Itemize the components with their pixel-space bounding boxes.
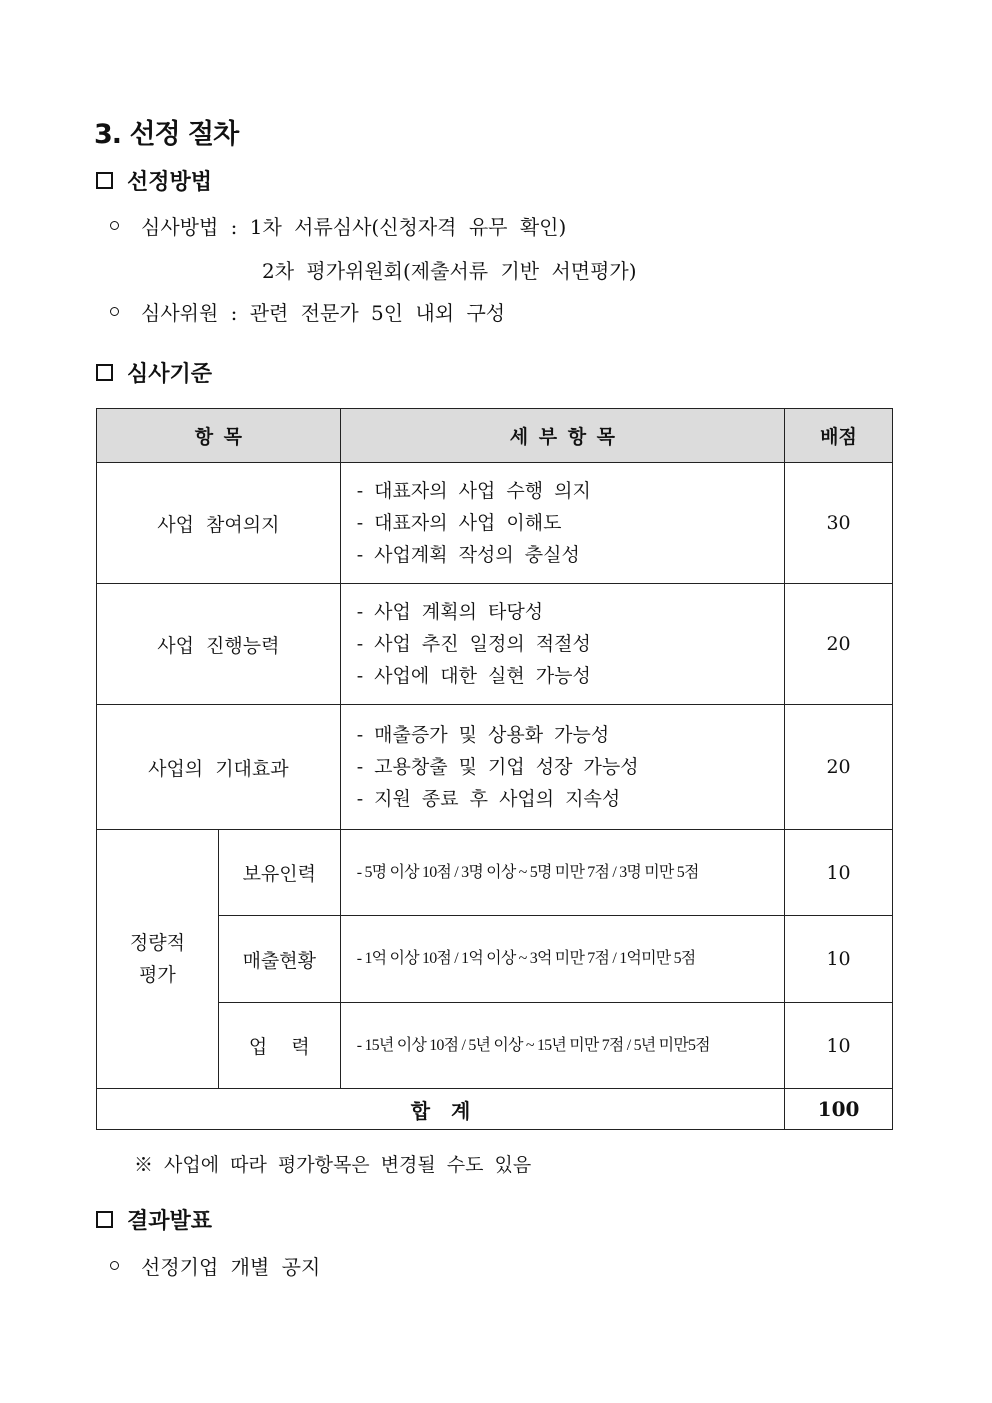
detail-line: - 사업 계획의 타당성 <box>356 601 544 623</box>
quant-item: 보유인력 <box>218 830 340 916</box>
criteria-title: 심사기준 <box>127 361 213 387</box>
circle-bullet-icon <box>110 221 119 230</box>
row-details <box>340 463 784 584</box>
checkbox-square-icon <box>96 1211 113 1228</box>
review-method-second-line: 2차 평가위원회(제출서류 기반 서면평가) <box>262 259 637 283</box>
reviewers-item <box>110 297 505 326</box>
table-header-row <box>97 409 893 463</box>
header-detail: 세 부 항 목 <box>340 409 784 463</box>
table-row <box>97 705 893 830</box>
header-item: 항 목 <box>97 409 341 463</box>
results-heading <box>96 1204 212 1235</box>
total-score: 100 <box>785 1089 893 1130</box>
detail-line: - 대표자의 사업 이해도 <box>356 512 562 534</box>
quant-score: 10 <box>785 1003 893 1089</box>
circle-bullet-icon <box>110 307 119 316</box>
quant-score: 10 <box>785 830 893 916</box>
detail-line: - 사업에 대한 실현 가능성 <box>356 665 591 687</box>
quant-group-label-1: 정량적 <box>129 932 185 954</box>
checkbox-square-icon <box>96 172 113 189</box>
quant-score: 10 <box>785 916 893 1003</box>
results-title: 결과발표 <box>127 1208 213 1234</box>
detail-line: - 사업계획 작성의 충실성 <box>356 544 580 566</box>
quant-detail: - 5명 이상 10점 / 3명 이상 ~ 5명 미만 7점 / 3명 미만 5점 <box>340 830 784 916</box>
quant-group-label-2: 평가 <box>139 964 176 986</box>
total-row <box>97 1089 893 1130</box>
quant-detail: - 15년 이상 10점 / 5년 이상 ~ 15년 미만 7점 / 5년 미만5점 <box>340 1003 784 1089</box>
selection-method-heading <box>96 165 212 196</box>
section-title: 3. 선정 절차 <box>94 119 239 150</box>
quant-detail: - 1억 이상 10점 / 1억 이상 ~ 3억 미만 7점 / 1억미만 5점 <box>340 916 784 1003</box>
row-score: 20 <box>785 705 893 830</box>
quant-item: 업 력 <box>218 1003 340 1089</box>
row-item: 사업의 기대효과 <box>97 705 341 830</box>
detail-line: - 매출증가 및 상용화 가능성 <box>356 724 610 746</box>
results-item <box>110 1251 320 1280</box>
row-item: 사업 진행능력 <box>97 584 341 705</box>
detail-line: - 고용창출 및 기업 성장 가능성 <box>356 756 639 778</box>
reviewers-text: 심사위원 : 관련 전문가 5인 내외 구성 <box>141 301 506 325</box>
table-row <box>97 463 893 584</box>
selection-method-title: 선정방법 <box>127 169 213 195</box>
table-row <box>97 584 893 705</box>
criteria-note: ※ 사업에 따라 평가항목은 변경될 수도 있음 <box>134 1154 532 1176</box>
detail-line: - 대표자의 사업 수행 의지 <box>356 480 591 502</box>
review-method-item <box>110 211 566 240</box>
results-text: 선정기업 개별 공지 <box>141 1255 321 1279</box>
quant-group-cell <box>97 830 219 1089</box>
checkbox-square-icon <box>96 364 113 381</box>
criteria-table <box>96 408 893 1130</box>
total-label: 합 계 <box>97 1089 785 1130</box>
header-score: 배점 <box>785 409 893 463</box>
circle-bullet-icon <box>110 1261 119 1270</box>
review-method-text: 심사방법 : 1차 서류심사(신청자격 유무 확인) <box>141 215 567 239</box>
row-score: 20 <box>785 584 893 705</box>
detail-line: - 지원 종료 후 사업의 지속성 <box>356 788 621 810</box>
quant-item: 매출현황 <box>218 916 340 1003</box>
table-row <box>97 830 893 916</box>
row-details <box>340 584 784 705</box>
criteria-heading <box>96 357 212 388</box>
row-details <box>340 705 784 830</box>
detail-line: - 사업 추진 일정의 적절성 <box>356 633 591 655</box>
row-score: 30 <box>785 463 893 584</box>
row-item: 사업 참여의지 <box>97 463 341 584</box>
